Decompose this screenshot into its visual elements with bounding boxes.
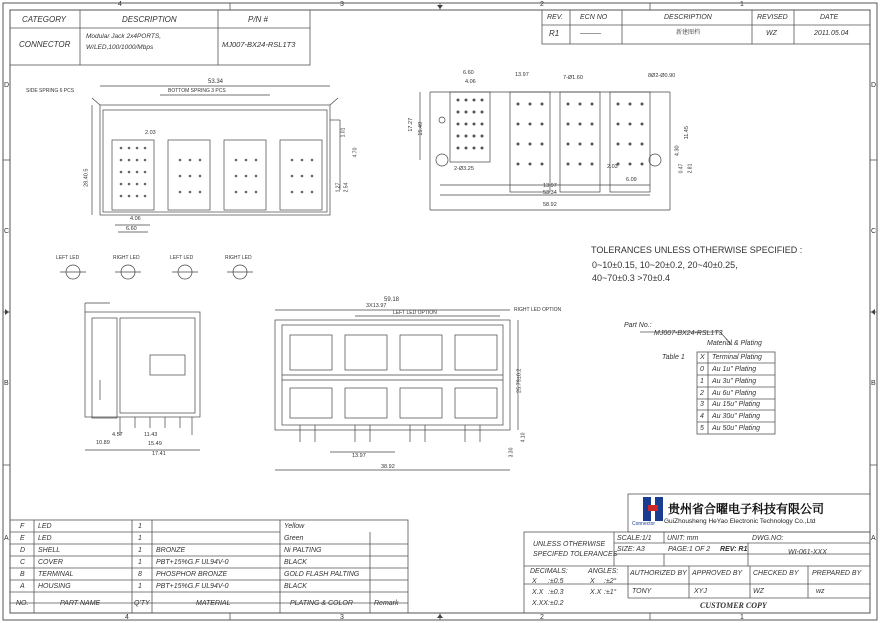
sign-header-approved: APPROVED BY xyxy=(692,570,743,577)
plating-row-value: Au 30u" Plating xyxy=(712,413,761,420)
zone-col-3-top: 3 xyxy=(340,1,344,8)
spec-dec-label: X.XX xyxy=(532,600,548,607)
bom-row-no: B xyxy=(20,571,25,578)
bom-row-plating: Green xyxy=(284,535,304,542)
spec-ang-value: :±2° xyxy=(604,578,617,585)
part-no-value: MJ007-BX24-RSL1T3 xyxy=(654,330,723,337)
company-logo-text: Connector xyxy=(632,521,656,527)
title-header-description: DESCRIPTION xyxy=(122,15,177,24)
bom-row-material: PHOSPHOR BRONZE xyxy=(156,571,228,578)
dim-tr-4-06: 4.06 xyxy=(465,79,476,85)
spec-decimals: DECIMALS: xyxy=(530,568,568,575)
zone-col-4-top: 4 xyxy=(118,1,122,8)
led-label-3: LEFT LED xyxy=(170,255,194,261)
dim-bottom-spring: BOTTOM SPRING 3 PCS xyxy=(168,88,226,94)
bom-row-no: C xyxy=(20,559,26,566)
zone-col-1-bottom: 1 xyxy=(740,614,744,621)
spec-scale: SCALE:1/1 xyxy=(617,535,652,542)
bom-row-name: SHELL xyxy=(38,547,61,554)
bom-row-material: BRONZE xyxy=(156,547,186,554)
bom-row-qty: 1 xyxy=(138,547,142,554)
bom-row-plating: Yellow xyxy=(284,523,305,530)
dim-tr-11-45: 11.45 xyxy=(683,126,690,140)
bom-row-plating: GOLD FLASH PALTING xyxy=(284,571,360,578)
zone-row-d-left: D xyxy=(4,82,10,89)
dim-front-13-97: 13.97 xyxy=(352,453,366,459)
zone-col-3-bottom: 3 xyxy=(340,614,344,621)
sign-value-authorized: TONY xyxy=(632,588,652,595)
spec-ang-label: X.X xyxy=(590,589,602,596)
plating-row-code: 2 xyxy=(700,390,704,397)
spec-rev: REV: R1 xyxy=(720,546,748,553)
dim-tr-17-27: 17.27 xyxy=(408,117,415,132)
dim-1-27: 1.27 xyxy=(335,182,342,193)
tolerances-line-2: 40~70±0.3 >70±0.4 xyxy=(592,273,670,283)
bom-row-name: HOUSING xyxy=(38,583,71,590)
dim-2-54: 2.54 xyxy=(343,182,350,193)
dim-tr-13-97-b: 13.97 xyxy=(543,183,557,189)
rev-revised-value: WZ xyxy=(766,30,777,37)
dim-side-15-49: 15.49 xyxy=(148,441,162,447)
spec-angles: ANGLES: xyxy=(588,568,619,575)
spec-ang-label: X xyxy=(590,578,595,585)
rev-value: R1 xyxy=(549,29,560,38)
bom-header-material: MATERIAL xyxy=(196,600,231,607)
bom-row-name: LED xyxy=(38,535,52,542)
bom-row-no: E xyxy=(20,535,25,542)
dim-front-3-30: 3.30 xyxy=(508,447,515,458)
rev-description-value: 新建图档 xyxy=(676,30,701,36)
zone-col-4-bottom: 4 xyxy=(125,614,129,621)
plating-row-code: 5 xyxy=(700,425,704,432)
plating-row-value: Au 50u" Plating xyxy=(712,425,761,432)
plating-row-value: Au 6u" Plating xyxy=(712,390,757,397)
dim-tr-2-81: 2.81 xyxy=(687,163,694,174)
company-name-en: GuiZhousheng HeYao Electronic Technology Co.,Ltd xyxy=(664,518,816,525)
zone-row-a-left: A xyxy=(4,535,9,542)
led-label-2: RIGHT LED xyxy=(113,255,140,261)
dim-tr-53-34: 53.34 xyxy=(543,190,557,196)
bom-row-no: D xyxy=(20,547,26,554)
zone-row-a-right: A xyxy=(871,535,876,542)
company-name-cn: 贵州省合曜电子科技有限公司 xyxy=(668,502,825,516)
spec-unless-2: SPECIFED TOLERANCES xyxy=(533,551,618,558)
dim-front-25-79: 25.79±0.2 xyxy=(516,368,523,393)
bom-row-qty: 1 xyxy=(138,559,142,566)
sign-header-checked: CHECKED BY xyxy=(753,570,799,577)
bom-row-no: A xyxy=(20,583,25,590)
dim-tr-2-03: 2.03 xyxy=(607,164,618,170)
dim-tr-2-3-25: 2-Ø3.25 xyxy=(454,166,474,172)
title-part-number: MJ007-BX24-RSL1T3 xyxy=(222,40,296,49)
dim-side-4-57: 4.57 xyxy=(112,432,123,438)
zone-col-2-bottom: 2 xyxy=(540,614,544,621)
bom-row-material: PBT+15%G.F UL94V-0 xyxy=(156,583,229,590)
bom-row-plating: Ni PALTING xyxy=(284,547,322,554)
spec-dwg-no: WI-061-XXX xyxy=(788,549,827,556)
rev-header-description: DESCRIPTION xyxy=(664,14,712,21)
rev-date-value: 2011.05.04 xyxy=(814,30,849,37)
dim-4-06: 4.06 xyxy=(130,216,141,222)
spec-dec-label: X xyxy=(532,578,537,585)
spec-unit: UNIT: mm xyxy=(667,535,699,542)
spec-unless-1: UNLESS OTHERWISE xyxy=(533,541,606,548)
bom-row-name: LED xyxy=(38,523,52,530)
dim-4-70: 4.70 xyxy=(352,147,359,158)
part-no-label: Part No.: xyxy=(624,322,652,329)
title-category: CONNECTOR xyxy=(19,40,71,49)
zone-row-b-left: B xyxy=(4,380,9,387)
dim-tr-0-47: 0.47 xyxy=(678,163,685,174)
bom-row-qty: 1 xyxy=(138,535,142,542)
plating-row-value: Au 15u" Plating xyxy=(712,401,761,408)
dim-front-4-10: 4.10 xyxy=(520,432,527,443)
bom-row-no: F xyxy=(20,523,25,530)
spec-size: SIZE: A3 xyxy=(617,546,645,553)
dim-6-60: 6.60 xyxy=(126,226,137,232)
plating-row-code: 3 xyxy=(700,401,704,408)
zone-row-b-right: B xyxy=(871,380,876,387)
bom-header-remark: Remark xyxy=(374,600,399,607)
rev-ecn-value: ——— xyxy=(580,30,601,37)
rev-header-revised: REVISED xyxy=(757,14,788,21)
spec-ang-value: :±1° xyxy=(604,589,617,596)
dim-tr-8-holes: 8Ø2-Ø0.90 xyxy=(648,73,676,79)
dim-tr-6-09: 6.09 xyxy=(626,177,637,183)
dim-tr-15-49: 15.49 xyxy=(418,121,425,136)
dim-53-34: 53.34 xyxy=(208,79,224,85)
tolerances-line-1: 0~10±0.15, 10~20±0.2, 20~40±0.25, xyxy=(592,260,738,270)
sign-value-prepared: wz xyxy=(816,588,825,595)
spec-dec-label: X.X xyxy=(532,589,544,596)
sign-value-checked: WZ xyxy=(753,588,764,595)
plating-row-code: 0 xyxy=(700,366,704,373)
bom-row-qty: 1 xyxy=(138,583,142,590)
zone-row-c-left: C xyxy=(4,228,10,235)
tolerances-title: TOLERANCES UNLESS OTHERWISE SPECIFIED : xyxy=(591,245,803,255)
dim-tr-58-92: 58.92 xyxy=(543,202,557,208)
dim-tr-4-30: 4.30 xyxy=(674,145,681,157)
customer-copy: CUSTOMER COPY xyxy=(700,601,767,610)
dim-front-3x13-97: 3X13.97 xyxy=(366,303,387,309)
plating-row-code: 4 xyxy=(700,413,704,420)
bom-header-part-name: PART NAME xyxy=(60,600,101,607)
led-label-4: RIGHT LED xyxy=(225,255,252,261)
bom-row-qty: 1 xyxy=(138,523,142,530)
title-header-pn: P/N # xyxy=(248,15,269,24)
bom-header-qty: Q'TY xyxy=(134,600,150,607)
sign-header-prepared: PREPARED BY xyxy=(812,570,862,577)
zone-row-c-right: C xyxy=(871,228,877,235)
dim-side-17-41: 17.41 xyxy=(152,451,166,457)
rev-header-ecn: ECN NO xyxy=(580,14,608,21)
zone-row-d-right: D xyxy=(871,82,877,89)
dim-front-59-18: 59.18 xyxy=(384,297,400,303)
rev-header-rev: REV. xyxy=(547,14,563,21)
bom-header-plating: PLATING & COLOR xyxy=(290,600,353,607)
spec-page: PAGE:1 OF 2 xyxy=(668,546,711,553)
dim-front-left-led: LEFT LED OPTION xyxy=(393,310,437,316)
zone-col-2-top: 2 xyxy=(540,1,544,8)
dim-1-01: 1.01 xyxy=(340,127,347,138)
dim-side-10-89: 10.89 xyxy=(96,440,110,446)
spec-dec-value: :±0.3 xyxy=(548,589,564,596)
dim-side-spring: SIDE SPRING 6 PCS xyxy=(26,88,75,94)
spec-dwg-label: DWG.NO: xyxy=(752,535,784,542)
material-plating-pointer: Material & Plating xyxy=(707,340,762,347)
sign-header-authorized: AUTHORIZED BY xyxy=(630,570,687,577)
dim-front-right-led: RIGHT LED OPTION xyxy=(514,307,562,313)
dim-tr-7-holes: 7-Ø1.60 xyxy=(563,75,583,81)
plating-row-value: Au 1u" Plating xyxy=(712,366,757,373)
spec-dec-value: :±0.2 xyxy=(548,600,564,607)
bom-row-name: TERMINAL xyxy=(38,571,74,578)
rev-header-date: DATE xyxy=(820,14,839,21)
plating-header-terminal: Terminal Plating xyxy=(712,354,762,361)
company-logo xyxy=(643,497,663,521)
dim-tr-13-97: 13.97 xyxy=(515,72,529,78)
title-description-1: Modular Jack 2x4PORTS, xyxy=(86,33,162,40)
dim-28-4: 28.40.5 xyxy=(83,168,90,187)
bom-row-name: COVER xyxy=(38,559,63,566)
plating-row-code: 1 xyxy=(700,378,704,385)
dim-2-03: 2.03 xyxy=(145,130,156,136)
dim-tr-6-60: 6.60 xyxy=(463,70,474,76)
spec-dec-value: :±0.5 xyxy=(548,578,564,585)
bom-row-plating: BLACK xyxy=(284,583,307,590)
plating-header-x: X xyxy=(700,354,705,361)
dim-side-11-43: 11.43 xyxy=(144,432,158,438)
plating-table-title: Table 1 xyxy=(662,354,685,361)
title-description-2: W/LED,100/1000/Mbps xyxy=(86,44,154,51)
bom-row-plating: BLACK xyxy=(284,559,307,566)
dim-front-38-92: 38.92 xyxy=(381,464,395,470)
plating-row-value: Au 3u" Plating xyxy=(712,378,757,385)
led-label-1: LEFT LED xyxy=(56,255,80,261)
bom-row-qty: 8 xyxy=(138,571,142,578)
title-header-category: CATEGORY xyxy=(22,15,67,24)
sign-value-approved: XYJ xyxy=(694,588,707,595)
bom-header-no: NO. xyxy=(16,600,29,607)
bom-row-material: PBT+15%G.F UL94V-0 xyxy=(156,559,229,566)
zone-col-1-top: 1 xyxy=(740,1,744,8)
